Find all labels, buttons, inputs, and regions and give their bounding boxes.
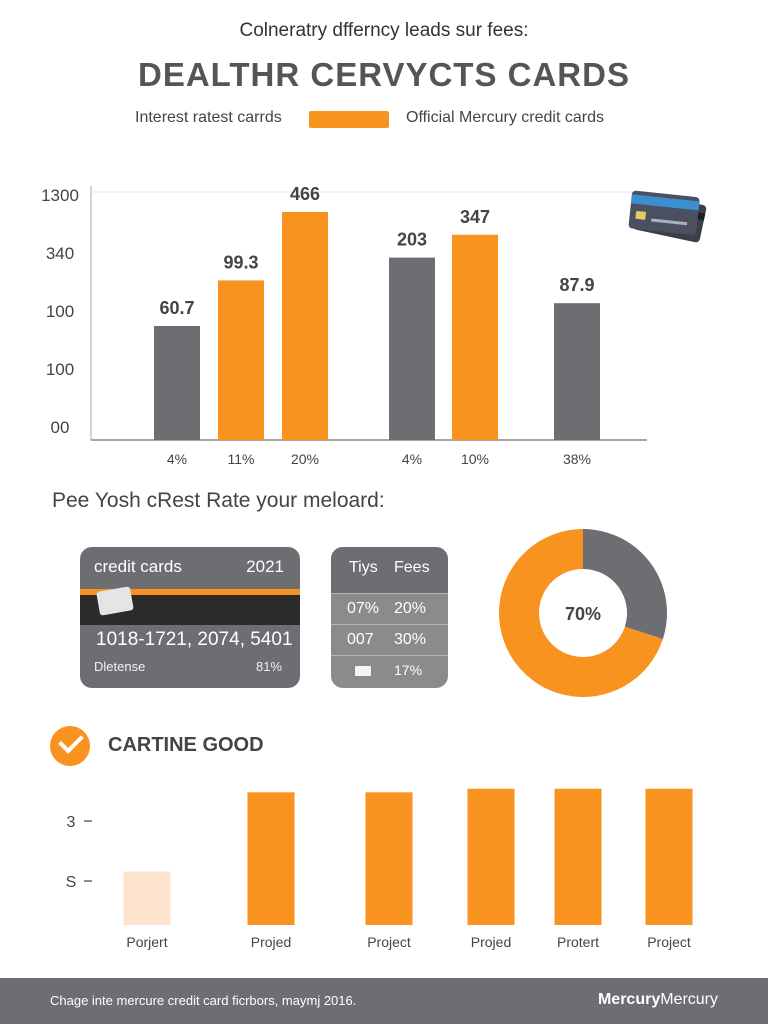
card-title: credit cards xyxy=(94,557,182,576)
credit-cards-icon xyxy=(626,188,710,244)
x-tick-label: 4% xyxy=(401,451,423,467)
fee-header-types: Tiys xyxy=(349,559,378,576)
footer xyxy=(0,978,768,1024)
x-tick-label: 4% xyxy=(166,451,188,467)
bar xyxy=(555,789,602,925)
bar xyxy=(468,789,515,925)
fee-table-header xyxy=(331,547,448,593)
fee-row xyxy=(331,593,448,624)
fee-row xyxy=(331,655,448,686)
fee-table xyxy=(331,547,448,688)
good-section-title: CARTINE GOOD xyxy=(108,734,264,756)
x-tick-label: 10% xyxy=(460,451,490,467)
card-number: 1018-1721, 2074, 5401 xyxy=(96,629,293,650)
rate-section-heading: Pee Yosh cRest Rate your meloard: xyxy=(52,489,385,512)
bar-data-label: 203 xyxy=(396,229,428,250)
fee-cell-left: 007 xyxy=(347,631,374,648)
x-tick-label: Protert xyxy=(556,934,600,950)
fee-header-fees: Fees xyxy=(394,559,430,576)
bar xyxy=(124,872,171,926)
project-bar-chart xyxy=(0,770,768,960)
fee-cell-right: 17% xyxy=(394,662,423,678)
fee-row xyxy=(331,624,448,655)
card-percent: 81% xyxy=(255,659,282,674)
x-tick-label: Project xyxy=(647,934,691,950)
y-tick-label: 1300 xyxy=(41,186,79,205)
bar xyxy=(389,258,435,440)
y-tick-label: 340 xyxy=(45,244,75,263)
bar-data-label: 466 xyxy=(289,184,321,204)
bar xyxy=(154,326,200,440)
bar xyxy=(554,303,600,440)
footer-brand-bold: Mercury xyxy=(597,991,661,1008)
y-tick-label: 100 xyxy=(45,360,75,379)
legend-label-interest: Interest ratest carrds xyxy=(135,109,282,126)
main-bar-chart xyxy=(20,170,660,470)
y-tick-label: 00 xyxy=(50,418,70,437)
x-tick-label: Porjert xyxy=(126,934,168,950)
bar xyxy=(282,212,328,440)
x-tick-label: Project xyxy=(367,934,411,950)
bar-data-label: 99.3 xyxy=(223,252,259,273)
flag-icon xyxy=(355,666,371,676)
donut-center-label: 70% xyxy=(564,604,602,624)
x-tick-label: Projed xyxy=(470,934,512,950)
page-title: DEALTHR CERVYCTS CARDS xyxy=(138,56,630,93)
y-tick-label: 100 xyxy=(45,302,75,321)
bar xyxy=(366,792,413,925)
bar-data-label: 87.9 xyxy=(559,275,595,296)
footer-brand-name: Mercury xyxy=(660,991,718,1008)
x-tick-label: 38% xyxy=(562,451,592,467)
fee-cell-right: 20% xyxy=(394,600,427,617)
x-tick-label: 20% xyxy=(290,451,320,467)
legend-label-mercury: Official Mercury credit cards xyxy=(406,109,604,126)
fee-cell-left: 07% xyxy=(347,600,380,617)
fee-cell-right: 30% xyxy=(394,631,427,648)
bar-data-label: 60.7 xyxy=(159,298,195,318)
card-year: 2021 xyxy=(246,557,284,576)
check-icon xyxy=(50,726,90,766)
credit-card-widget xyxy=(80,547,300,688)
bar xyxy=(646,789,693,925)
subtitle: Colneratry dfferncy leads sur fees: xyxy=(239,20,529,41)
x-tick-label: Projed xyxy=(250,934,292,950)
bar xyxy=(452,235,498,440)
footer-brand xyxy=(598,991,718,1009)
donut-chart xyxy=(495,525,671,701)
card-label: Dletense xyxy=(94,659,146,674)
legend-swatch xyxy=(309,111,389,128)
bar-data-label: 347 xyxy=(459,206,491,227)
footer-text: Chage inte mercure credit card ficrbors, maymj 2016. xyxy=(50,993,357,1008)
y-tick-label: S xyxy=(65,874,77,891)
y-tick-label: 3 xyxy=(66,814,76,831)
x-tick-label: 11% xyxy=(227,451,255,467)
bar xyxy=(218,280,264,440)
bar xyxy=(248,792,295,925)
